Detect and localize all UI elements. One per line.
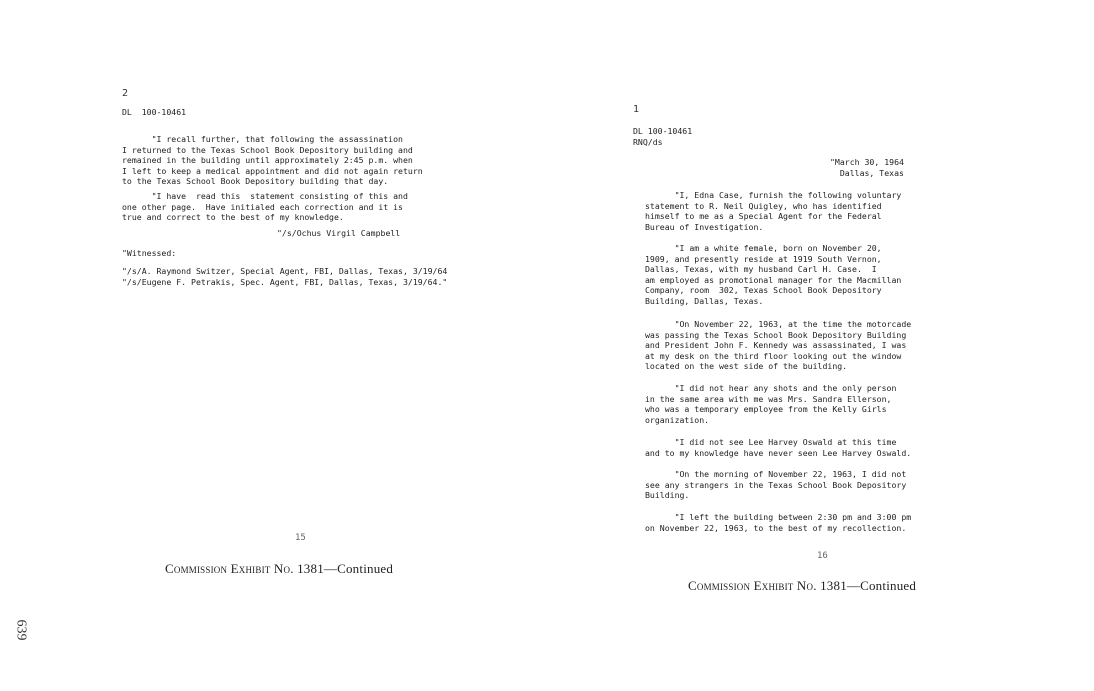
date-place: "March 30, 1964 Dallas, Texas: [830, 157, 904, 178]
file-number: DL 100-10461 RNQ/ds: [633, 126, 693, 147]
witness-lines: "/s/A. Raymond Switzer, Special Agent, FBI, Dallas, Texas, 3/19/64 "/s/Eugene F. Petrakis, Spec. Agent, FBI, Dallas, Texas, 3/19/64.": [122, 266, 448, 287]
footer-page-number: 15: [295, 533, 306, 543]
statement-paragraph: "I recall further, that following the assassination I returned to the Texas School Book Depository building and remained in the building until approximately 2:45 p.m. when I left to keep a medical appointment and did not again return to the Texas School Book Depository building that day.: [122, 134, 423, 187]
caption-main: Commission Exhibit No.: [688, 578, 817, 593]
file-number: DL 100-10461: [122, 107, 187, 117]
witnessed-label: "Witnessed:: [122, 248, 177, 258]
side-page-number: 639: [13, 619, 29, 641]
footer-page-number: 16: [817, 551, 828, 561]
right-document-page: [547, 0, 1094, 691]
exhibit-caption: [688, 578, 916, 594]
statement-paragraph: "On the morning of November 22, 1963, I did not see any strangers in the Texas School Book Depository Building.: [645, 469, 907, 501]
signature-line: "/s/Ochus Virgil Campbell: [277, 228, 401, 238]
statement-paragraph: "I left the building between 2:30 pm and 3:00 pm on November 22, 1963, to the best of my recollection.: [645, 512, 912, 533]
statement-paragraph: "I am a white female, born on November 20, 1909, and presently reside at 1919 South Vernon, Dallas, Texas, with my husband Carl H. Case. I am employed as promotional manager for the Macmillan Company, room 302, Texas School Book Depository Building, Dallas, Texas.: [645, 243, 902, 306]
statement-paragraph: "I have read this statement consisting of this and one other page. Have initialed each correction and it is true and correct to the best of my knowledge.: [122, 191, 408, 223]
caption-suffix: 1381—Continued: [820, 578, 917, 593]
page-marker: 2: [122, 88, 129, 99]
page-marker: 1: [633, 104, 640, 115]
statement-paragraph: "I did not see Lee Harvey Oswald at this time and to my knowledge have never seen Lee Harvey Oswald.: [645, 437, 912, 458]
caption-main: Commission Exhibit No.: [165, 561, 294, 576]
statement-paragraph: "I, Edna Case, furnish the following voluntary statement to R. Neil Quigley, who has identified himself to me as a Special Agent for the Federal Bureau of Investigation.: [645, 190, 902, 232]
statement-paragraph: "I did not hear any shots and the only person in the same area with me was Mrs. Sandra Ellerson, who was a temporary employee from the Kelly Girls organization.: [645, 383, 897, 425]
statement-paragraph: "On November 22, 1963, at the time the motorcade was passing the Texas School Book Depository Building and President John F. Kennedy was assassinated, I was at my desk on the third floor looking out the window located on the west side of the building.: [645, 319, 912, 372]
caption-suffix: 1381—Continued: [297, 561, 394, 576]
exhibit-caption: [165, 561, 393, 577]
